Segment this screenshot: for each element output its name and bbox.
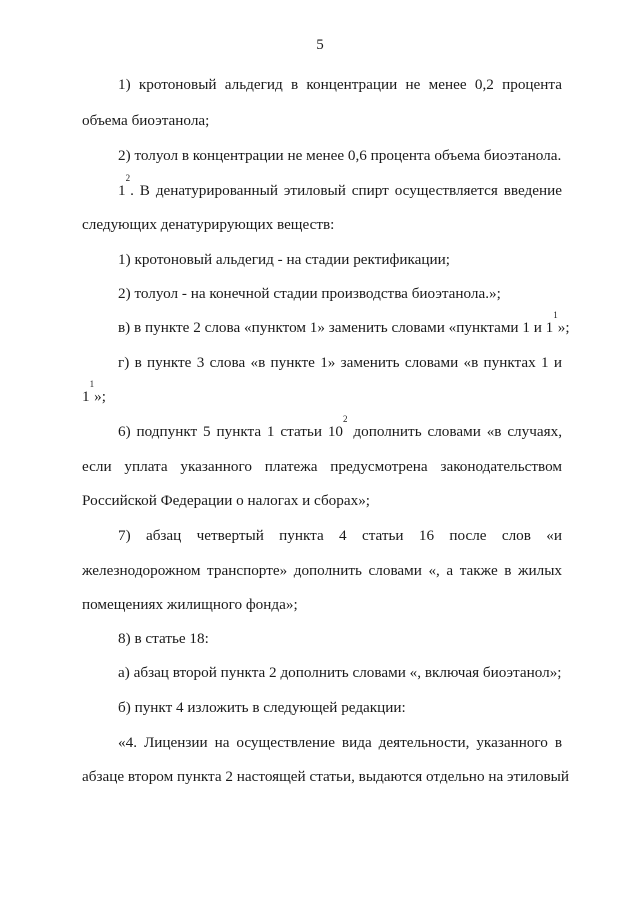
text-segment: железнодорожном транспорте» дополнить словами «, а также в жилых — [82, 562, 562, 579]
text-line — [118, 526, 562, 546]
superscript: 2 — [125, 173, 131, 183]
superscript: 2 — [343, 414, 348, 424]
text-line — [118, 284, 562, 304]
text-segment: следующих денатурирующих веществ: — [82, 216, 335, 233]
text-segment: 7) абзац четвертый пункта 4 статьи 16 после слов «и — [118, 527, 562, 544]
superscript: 1 — [89, 379, 95, 389]
page-number: 5 — [316, 37, 324, 53]
text-line — [82, 595, 562, 615]
text-line — [82, 215, 562, 235]
text-line — [82, 457, 562, 477]
text-segment: 8) в статье 18: — [118, 630, 209, 647]
text-segment: дополнить словами «в случаях, — [347, 423, 562, 440]
text-segment: . В денатурированный этиловый спирт осуществляется введение — [130, 182, 562, 199]
text-line — [118, 310, 570, 338]
text-segment: »; — [94, 388, 106, 405]
text-line — [118, 733, 562, 753]
text-line — [118, 414, 562, 442]
text-segment: г) в пункте 3 слова «в пункте 1» заменить словами «в пунктах 1 и — [118, 354, 562, 371]
text-segment: «4. Лицензии на осуществление вида деятельности, указанного в — [118, 734, 562, 751]
text-segment: 1) кротоновый альдегид - на стадии ректификации; — [118, 251, 450, 268]
text-segment: если уплата указанного платежа предусмотрена законодательством — [82, 458, 562, 475]
text-line — [82, 491, 562, 511]
text-line — [118, 663, 562, 683]
text-segment: абзаце втором пункта 2 настоящей статьи, выдаются отдельно на этиловый — [82, 768, 569, 785]
text-segment: Российской Федерации о налогах и сборах»; — [82, 492, 371, 509]
text-line — [82, 379, 562, 407]
text-line — [82, 767, 569, 787]
text-line — [82, 111, 562, 131]
text-segment: б) пункт 4 изложить в следующей редакции: — [118, 699, 406, 716]
text-line — [118, 698, 562, 718]
text-segment: 6) подпункт 5 пункта 1 статьи 10 — [118, 423, 344, 440]
text-segment: 1) кротоновый альдегид в концентрации не менее 0,2 процента — [118, 76, 562, 93]
text-line — [118, 250, 562, 270]
text-segment: в) в пункте 2 слова «пунктом 1» заменить словами «пунктами 1 и 1 — [118, 319, 554, 336]
text-segment: 1 — [82, 388, 90, 405]
text-segment: а) абзац второй пункта 2 дополнить словами «, включая биоэтанол»; — [118, 664, 562, 681]
text-segment: »; — [557, 319, 570, 336]
text-line — [118, 353, 562, 373]
text-segment: 1 — [118, 182, 126, 199]
text-segment: объема биоэтанола; — [82, 112, 210, 129]
text-line — [118, 75, 562, 95]
text-line — [118, 173, 562, 201]
text-line — [118, 629, 562, 649]
superscript: 1 — [553, 310, 558, 320]
text-line — [82, 561, 562, 581]
text-segment: 2) толуол - на конечной стадии производства биоэтанола.»; — [118, 285, 501, 302]
text-line — [118, 146, 562, 166]
text-segment: помещениях жилищного фонда»; — [82, 596, 298, 613]
text-segment: 2) толуол в концентрации не менее 0,6 процента объема биоэтанола. — [118, 147, 562, 164]
